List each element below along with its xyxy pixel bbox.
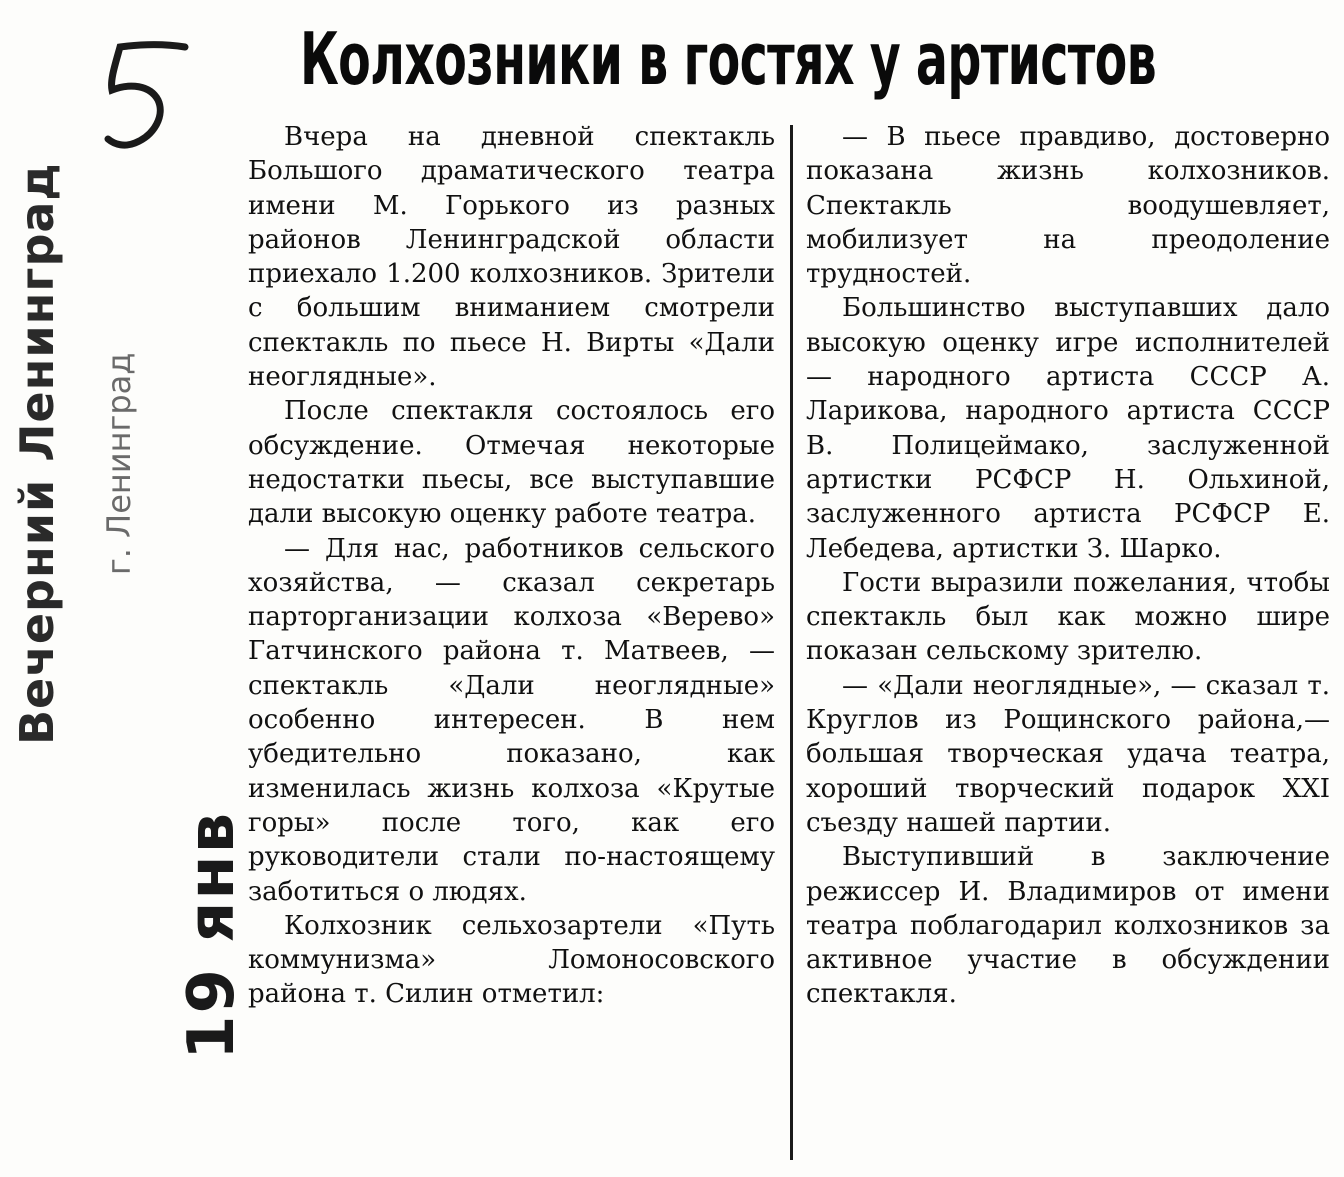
paragraph: Вчера на дневной спектакль Большого драматического театра имени М. Горького из разных районов Ленинградской области приехало 1.200 колхозников. Зрители с большим вниманием смотрели спектакль по пьесе Н. Вирты «Дали неоглядные». [248,122,775,393]
article-left-column [248,120,775,1012]
paragraph: Выступивший в заключение режиссер И. Владимиров от имени театра поблагодарил колхозников за активное участие в обсуждении спектакля. [806,842,1330,1010]
paragraph: — В пьесе правдиво, достоверно показана жизнь колхозников. Спектакль воодушевляет, мобилизует на преодоление трудностей. [806,122,1330,290]
article-right-column [806,120,1330,1012]
paragraph: Большинство выступавших дало высокую оценку игре исполнителей — народного артиста СССР А. Ларикова, народного артиста СССР В. Полицеймако, заслуженной артистки РСФСР Н. Ольхиной, заслуженного артиста РСФСР Е. Лебедева, артистки З. Шарко. [806,293,1330,564]
city-stamp: г. Ленинград [100,352,138,575]
article-headline: Колхозники в гостях у артистов [300,17,1157,101]
paragraph: Гости выразили пожелания, чтобы спектакль был как можно шире показан сельскому зрителю. [806,567,1330,667]
newspaper-name-stamp: Вечерний Ленинград [10,162,64,745]
paragraph: — «Дали неоглядные», — сказал т. Круглов из Рощинского района,— большая творческая удача театра, хороший творческий подарок XXI съезду нашей партии. [806,670,1330,838]
paragraph: Колхозник сельхозартели «Путь коммунизма» Ломоносовского района т. Силин отметил: [248,910,775,1010]
handwritten-swash-mark [90,35,200,155]
paragraph: После спектакля состоялось его обсуждение. Отмечая некоторые недостатки пьесы, все выступавшие дали высокую оценку работе театра. [248,396,775,530]
paragraph: — Для нас, работников сельского хозяйства, — сказал секретарь парторганизации колхоза «Верево» Гатчинского района т. Матвеев, — спектакль «Дали неоглядные» особенно интересен. В нем убедительно показано, как изменилась жизнь колхоза «Крутые горы» после того, как его руководители стали по-настоящему заботиться о людях. [248,533,775,907]
date-stamp: 19 янв [175,810,249,1060]
column-divider [790,125,793,1160]
